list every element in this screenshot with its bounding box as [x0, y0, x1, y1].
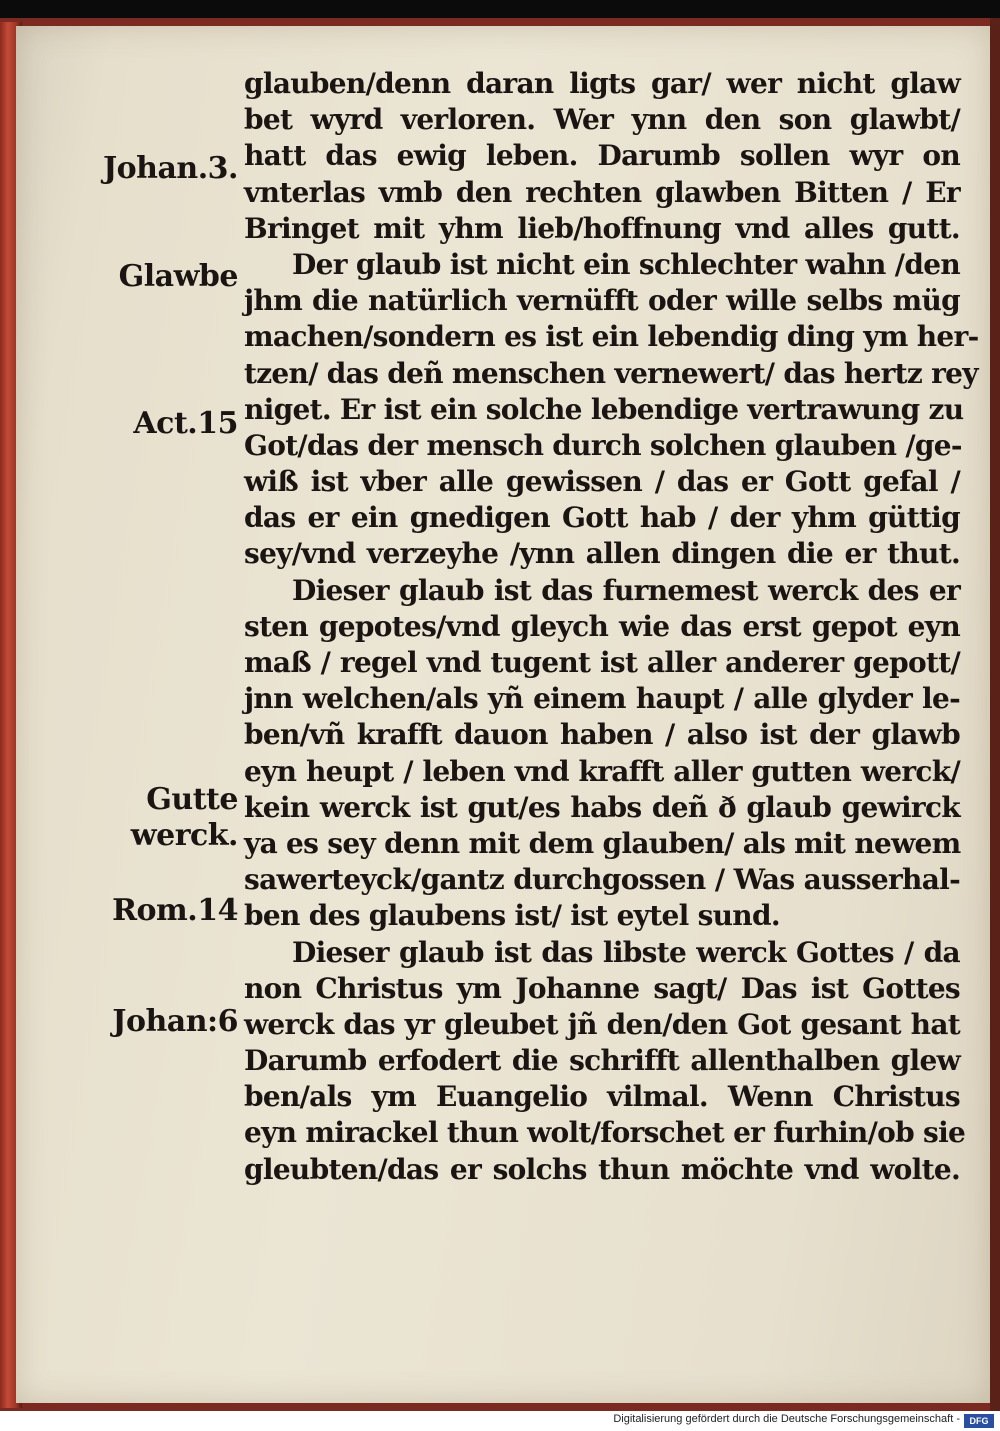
text-line: tzen/ das deñ menschen vernewert/ das hertz rey — [244, 356, 978, 390]
book-right-edge — [990, 18, 1000, 1411]
marginal-note-glawbe: Glawbe — [118, 259, 238, 294]
text-line: das er ein gnedigen Gott hab / der yhm güttig — [244, 501, 960, 535]
footer-bar — [0, 1411, 1000, 1431]
text-line: sten gepotes/vnd gleych wie das erst gepot eyn — [244, 609, 960, 643]
main-text-block — [244, 66, 979, 1188]
text-line: non Christus ym Johanne sagt/ Das ist Gottes — [244, 971, 960, 1005]
text-line: ya es sey denn mit dem glauben/ als mit newem — [244, 826, 961, 860]
text-line: hatt das ewig leben. Darumb sollen wyr on — [244, 139, 960, 173]
text-line: sawerteyck/gantz durchgossen / Was ausserhal- — [244, 863, 960, 897]
text-line: jnn welchen/als yñ einem haupt / alle glyder le- — [244, 682, 960, 716]
text-line: machen/sondern es ist ein lebendig ding ym her- — [244, 320, 979, 354]
marginal-note-johan-6: Johan:6 — [112, 1004, 238, 1039]
text-line: gleubten/das er solchs thun möchte vnd wolte. — [244, 1152, 960, 1186]
dfg-logo: DFG — [964, 1414, 994, 1428]
digitization-credit: Digitalisierung gefördert durch die Deutsche Forschungsgemeinschaft - — [613, 1413, 960, 1425]
text-line: ben des glaubens ist/ ist eytel sund. — [244, 899, 780, 933]
text-line: glauben/denn daran ligts gar/ wer nicht glaw — [244, 67, 960, 100]
text-line: ben/als ym Euangelio vilmal. Wenn Christus — [244, 1080, 960, 1114]
marginal-note-johan-3: Johan.3. — [102, 151, 238, 186]
text-line: werck das yr gleubet jñ den/den Got gesant hat — [244, 1007, 960, 1041]
text-line: vnterlas vmb den rechten glawben Bitten / Er — [244, 175, 960, 209]
text-line: wiß ist vber alle gewissen / das er Gott gefal / — [244, 465, 960, 499]
marginal-note-rom-14: Rom.14 — [112, 893, 238, 928]
text-line: eyn heupt / leben vnd krafft aller gutten werck/ — [244, 754, 960, 788]
text-line: jhm die natürlich vernüfft oder wille selbs müg — [244, 284, 960, 318]
text-line: Der glaub ist nicht ein schlechter wahn /den — [292, 247, 960, 281]
viewer-top-bar — [0, 0, 1000, 18]
marginal-note-werck: werck. — [130, 818, 238, 853]
text-line: Darumb erfodert die schrifft allenthalben glew — [244, 1044, 960, 1078]
text-line: ben/vñ krafft dauon haben / also ist der glawb — [244, 718, 960, 752]
text-line: Dieser glaub ist das libste werck Gottes / da — [292, 935, 960, 969]
marginal-note-act-15: Act.15 — [133, 406, 238, 441]
marginal-note-gutte: Gutte — [146, 782, 238, 817]
text-line: bet wyrd verloren. Wer ynn den son glawbt/ — [244, 103, 960, 137]
text-line: sey/vnd verzeyhe /ynn allen dingen die er thut. — [244, 537, 960, 571]
text-line: maß / regel vnd tugent ist aller anderer gepott/ — [244, 646, 960, 679]
text-line: Bringet mit yhm lieb/hoffnung vnd alles gutt. — [244, 211, 960, 245]
text-line: kein werck ist gut/es habs deñ ð glaub gewirck — [244, 790, 960, 824]
text-line: Got/das der mensch durch solchen glauben /ge- — [244, 428, 962, 462]
text-line: niget. Er ist ein solche lebendige vertrawung zu — [244, 392, 964, 426]
text-line: eyn mirackel thun wolt/forschet er furhin/ob sie — [244, 1116, 966, 1150]
text-line: Dieser glaub ist das furnemest werck des er — [292, 573, 960, 607]
